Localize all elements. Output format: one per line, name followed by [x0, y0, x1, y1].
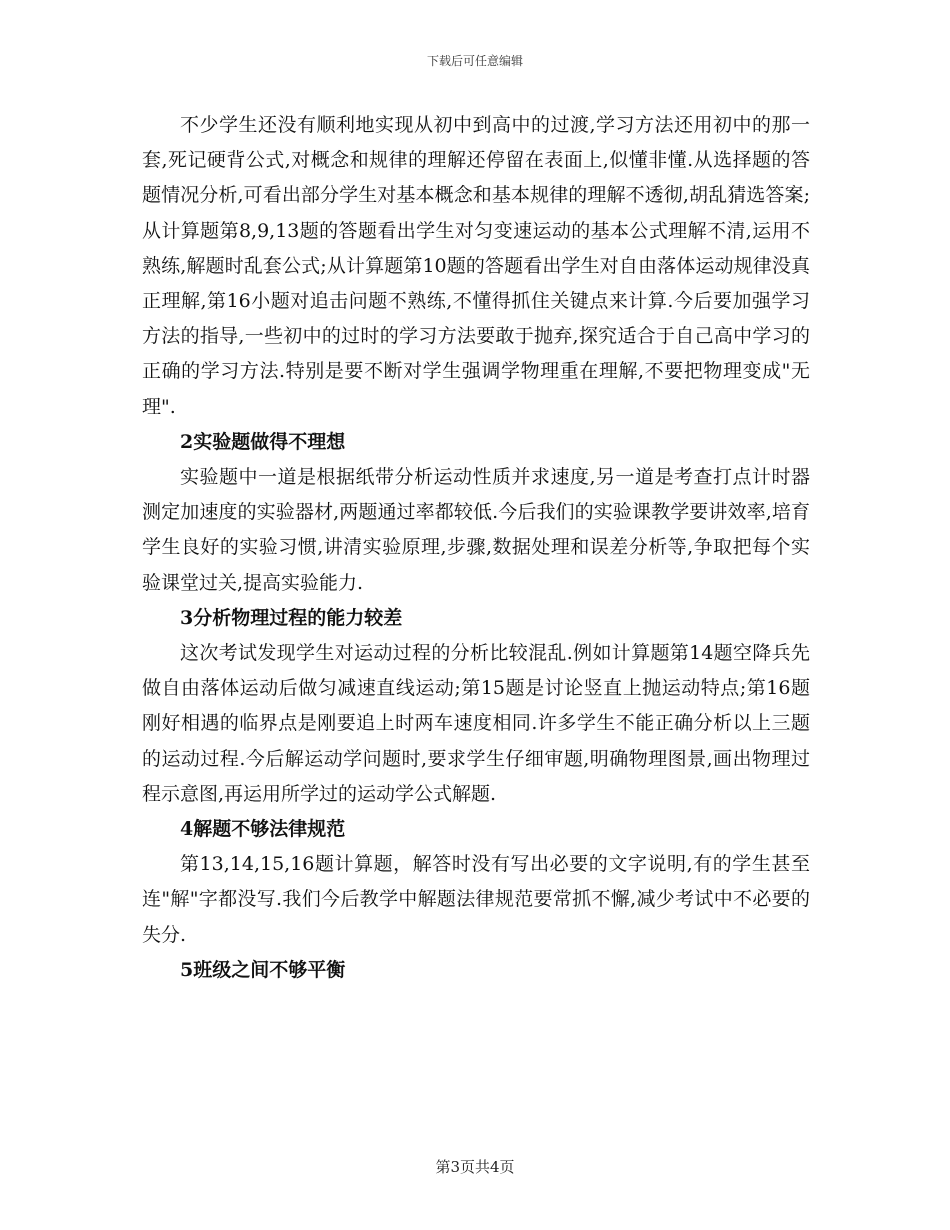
page-header: 下载后可任意编辑	[426, 54, 523, 68]
paragraph-experiments: 实验题中一道是根据纸带分析运动性质并求速度,另一道是考查打点计时器测定加速度的实验器材,两题通过率都较低.今后我们的实验课教学要讲效率,培育学生良好的实验习惯,讲清实验原理,步骤,数据处理和误差分析等,争取把每个实验课堂过关,提高实验能力.	[142, 466, 810, 594]
paragraph-solution-norms: 第13,14,15,16题计算题，解答时没有写出必要的文字说明,有的学生甚至连"解"字都没写.我们今后教学中解题法律规范要常抓不懈,减少考试中不必要的失分.	[142, 853, 810, 946]
section-heading-3: 3分析物理过程的能力较差	[180, 606, 403, 629]
document-body	[142, 108, 810, 988]
paragraph-physical-process: 这次考试发现学生对运动过程的分析比较混乱.例如计算题第14题空降兵先做自由落体运动后做匀减速直线运动;第15题是讨论竖直上抛运动特点;第16题刚好相遇的临界点是刚要追上时两车速度相同.许多学生不能正确分析以上三题的运动过程.今后解运动学问题时,要求学生仔细审题,明确物理图景,画出物理过程示意图,再运用所学过的运动学公式解题.	[142, 642, 810, 805]
section-heading-4: 4解题不够法律规范	[180, 818, 346, 841]
page-number: 第3页共4页	[435, 1158, 515, 1176]
paragraph-learning-methods: 不少学生还没有顺利地实现从初中到高中的过渡,学习方法还用初中的那一套,死记硬背公式,对概念和规律的理解还停留在表面上,似懂非懂.从选择题的答题情况分析,可看出部分学生对基本概念和基本规律的理解不透彻,胡乱猜选答案;从计算题第8,9,13题的答题看出学生对匀变速运动的基本公式理解不清,运用不熟练,解题时乱套公式;从计算题第10题的答题看出学生对自由落体运动规律没真正理解,第16小题对追击问题不熟练,不懂得抓住关键点来计算.今后要加强学习方法的指导,一些初中的过时的学习方法要敢于抛弃,探究适合于自己高中学习的正确的学习方法.特别是要不断对学生强调学物理重在理解,不要把物理变成"无理".	[142, 114, 810, 418]
section-heading-5: 5班级之间不够平衡	[180, 958, 346, 981]
section-heading-2: 2实验题做得不理想	[180, 430, 346, 453]
